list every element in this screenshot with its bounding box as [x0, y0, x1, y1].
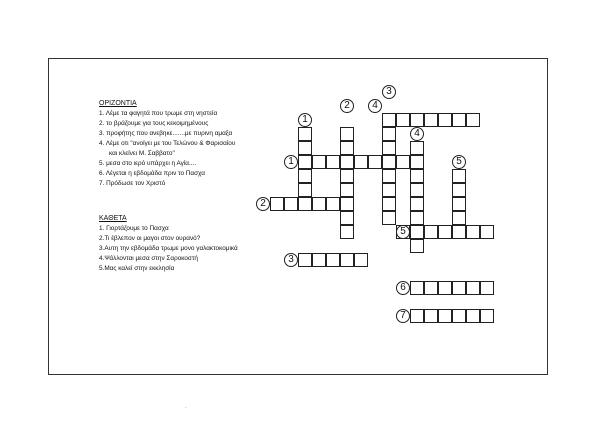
grid-cell[interactable]	[340, 225, 354, 239]
grid-cell[interactable]	[438, 309, 452, 323]
num-4-across: 4	[368, 99, 382, 113]
grid-cell[interactable]	[452, 211, 466, 225]
across-clue-5: 5. μεσα στο ιερό υπάρχει η Αγία....	[99, 160, 197, 167]
num-1-across: 1	[284, 155, 298, 169]
grid-cell[interactable]	[424, 281, 438, 295]
grid-cell[interactable]	[410, 113, 424, 127]
down-clue-1: 1. Γιορτάζουμε το Πασχα	[99, 225, 169, 232]
grid-cell[interactable]	[340, 169, 354, 183]
grid-cell[interactable]	[298, 253, 312, 267]
grid-cell[interactable]	[480, 225, 494, 239]
grid-cell[interactable]	[424, 309, 438, 323]
grid-cell[interactable]	[396, 113, 410, 127]
grid-cell[interactable]	[410, 309, 424, 323]
across-clue-6: 6. Λέγεται η εβδομάδα πριν το Πασχα	[99, 170, 205, 177]
grid-cell[interactable]	[340, 183, 354, 197]
across-clue-7: 7. Πρόδωσε τον Χριστό	[99, 180, 166, 187]
grid-cell[interactable]	[284, 197, 298, 211]
num-2-down: 2	[340, 99, 354, 113]
grid-cell[interactable]	[452, 113, 466, 127]
num-3-across: 3	[284, 253, 298, 267]
down-heading: ΚΑΘΕΤΑ	[99, 215, 127, 222]
grid-cell[interactable]	[298, 141, 312, 155]
grid-cell[interactable]	[382, 197, 396, 211]
grid-cell[interactable]	[382, 113, 396, 127]
grid-cell[interactable]	[396, 155, 410, 169]
grid-cell[interactable]	[382, 155, 396, 169]
grid-cell[interactable]	[340, 253, 354, 267]
down-clues	[99, 214, 238, 274]
grid-cell[interactable]	[452, 281, 466, 295]
grid-cell[interactable]	[382, 127, 396, 141]
down-clue-5: 5.Μας καλεί στην εκκλησία	[99, 265, 175, 272]
grid-cell[interactable]	[354, 155, 368, 169]
across-clues	[99, 99, 235, 189]
grid-cell[interactable]	[438, 113, 452, 127]
grid-cell[interactable]	[298, 169, 312, 183]
grid-cell[interactable]	[452, 197, 466, 211]
grid-cell[interactable]	[340, 155, 354, 169]
grid-cell[interactable]	[438, 281, 452, 295]
grid-cell[interactable]	[480, 281, 494, 295]
grid-cell[interactable]	[312, 253, 326, 267]
grid-cell[interactable]	[424, 225, 438, 239]
num-3-down: 3	[382, 85, 396, 99]
grid-cell[interactable]	[312, 197, 326, 211]
across-heading: ΟΡΙΖΟΝΤΙΑ	[99, 100, 137, 107]
grid-cell[interactable]	[466, 281, 480, 295]
grid-cell[interactable]	[382, 141, 396, 155]
num-2-across: 2	[256, 197, 270, 211]
across-clue-1: 1. Λέμε τα φαγητά που τρωμε στη νηστεία	[99, 110, 218, 117]
grid-cell[interactable]	[340, 211, 354, 225]
grid-cell[interactable]	[452, 225, 466, 239]
num-7-across: 7	[396, 309, 410, 323]
grid-cell[interactable]	[466, 113, 480, 127]
grid-cell[interactable]	[368, 155, 382, 169]
down-clue-2: 2.Τι έβλεπον οι μαγοι στον ουρανό?	[99, 235, 201, 242]
grid-cell[interactable]	[382, 211, 396, 225]
grid-cell[interactable]	[298, 155, 312, 169]
across-clue-3: 3. προφήτης που ανεβηκε.......με πυρινη αμαξα	[99, 130, 233, 137]
grid-cell[interactable]	[298, 183, 312, 197]
grid-cell[interactable]	[312, 155, 326, 169]
grid-cell[interactable]	[466, 225, 480, 239]
num-4-down: 4	[410, 127, 424, 141]
grid-cell[interactable]	[424, 113, 438, 127]
grid-cell[interactable]	[410, 211, 424, 225]
grid-cell[interactable]	[340, 127, 354, 141]
across-clue-4: 4. Λέμε οτι "ανοίγει με του Τελώνου & Φαρισαίου	[99, 140, 236, 147]
across-clue-4-continued: και κλείνει Μ. Σαββατο"	[109, 150, 175, 157]
grid-cell[interactable]	[480, 309, 494, 323]
num-5-across: 5	[396, 225, 410, 239]
grid-cell[interactable]	[466, 309, 480, 323]
grid-cell[interactable]	[410, 197, 424, 211]
grid-cell[interactable]	[382, 183, 396, 197]
grid-cell[interactable]	[326, 155, 340, 169]
grid-cell[interactable]	[410, 141, 424, 155]
grid-cell[interactable]	[410, 183, 424, 197]
grid-cell[interactable]	[410, 225, 424, 239]
grid-cell[interactable]	[452, 183, 466, 197]
grid-cell[interactable]	[326, 197, 340, 211]
grid-cell[interactable]	[438, 225, 452, 239]
grid-cell[interactable]	[410, 281, 424, 295]
grid-cell[interactable]	[340, 197, 354, 211]
grid-cell[interactable]	[452, 169, 466, 183]
stray-mark: .	[185, 404, 187, 410]
down-clue-3: 3.Αυτη την εβδομάδα τρωμε μονο γαλακτοκομικά	[99, 245, 238, 252]
grid-cell[interactable]	[354, 253, 368, 267]
grid-cell[interactable]	[298, 197, 312, 211]
num-1-down: 1	[298, 113, 312, 127]
across-clue-2: 2. το βράζουμε για τους κεκοιμημένους	[99, 120, 209, 127]
grid-cell[interactable]	[298, 127, 312, 141]
grid-cell[interactable]	[410, 155, 424, 169]
grid-cell[interactable]	[326, 253, 340, 267]
down-clue-4: 4.Ψάλλονται μεσα στην Σαροκοστή	[99, 255, 198, 262]
num-6-across: 6	[396, 281, 410, 295]
grid-cell[interactable]	[270, 197, 284, 211]
grid-cell[interactable]	[410, 169, 424, 183]
grid-cell[interactable]	[452, 309, 466, 323]
grid-cell[interactable]	[410, 239, 424, 253]
num-5-down: 5	[452, 155, 466, 169]
grid-cell[interactable]	[382, 169, 396, 183]
grid-cell[interactable]	[340, 141, 354, 155]
